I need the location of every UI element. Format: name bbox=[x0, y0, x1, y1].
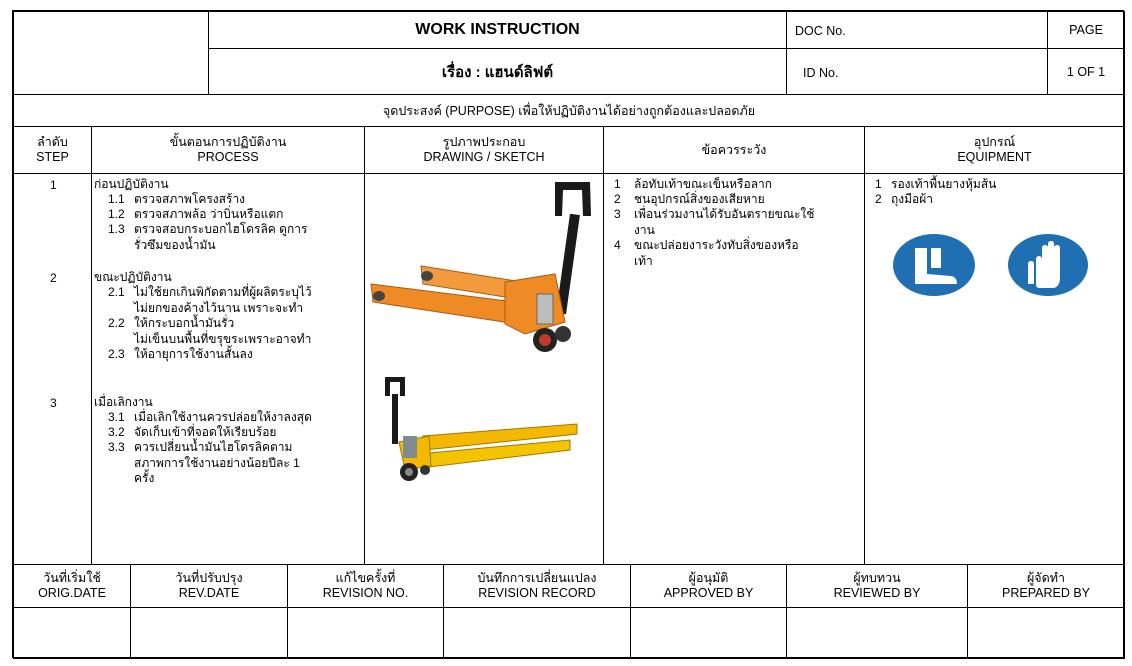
step-3-3-no: 3.3 bbox=[108, 440, 125, 454]
equipment-header-en: EQUIPMENT bbox=[957, 150, 1032, 164]
document-subject: เรื่อง : แฮนด์ลิฟต์ bbox=[208, 48, 787, 95]
caution-4-text: ขณะปล่อยงาระวังทับสิ่งของหรือ เท้า bbox=[634, 238, 799, 268]
process-column bbox=[91, 173, 365, 565]
step-column bbox=[13, 173, 92, 565]
step-2-1-no: 2.1 bbox=[108, 285, 125, 299]
revision-record-cell bbox=[443, 607, 631, 659]
step-2-1-text: ไม่ใช้ยกเกินพิกัดตามที่ผู้ผลิตระบุไว้ ไม่ยกของค้างไว้นาน เพราะจะทำ bbox=[134, 285, 312, 315]
revision-record-th: บันทึกการเปลี่ยนแปลง bbox=[477, 571, 597, 585]
prepared-by-cell bbox=[967, 607, 1125, 659]
caution-1-text: ล้อทับเท้าขณะเข็นหรือลาก bbox=[634, 177, 773, 191]
doc-no-label: DOC No. bbox=[786, 11, 1048, 49]
process-header-en: PROCESS bbox=[197, 150, 259, 164]
approved-by-cell bbox=[630, 607, 787, 659]
caution-header-th: ข้อควรระวัง bbox=[701, 142, 767, 157]
orig-date-th: วันที่เริ่มใช้ bbox=[43, 571, 101, 585]
orig-date-en: ORIG.DATE bbox=[38, 586, 106, 600]
drawing-column bbox=[364, 173, 604, 565]
step-1-title: ก่อนปฏิบัติงาน bbox=[94, 177, 169, 191]
safety-boot-icon bbox=[893, 234, 975, 296]
orange-pallet-jack-image bbox=[371, 182, 591, 352]
pallet-jack-drawings bbox=[365, 174, 603, 564]
equipment-1-no: 1 bbox=[875, 177, 882, 191]
rev-date-cell bbox=[130, 607, 288, 659]
step-1-2-no: 1.2 bbox=[108, 207, 125, 221]
prepared-by-en: PREPARED BY bbox=[1002, 586, 1090, 600]
approved-by-header bbox=[630, 564, 787, 608]
step-3-2-text: จัดเก็บเข้าที่จอดให้เรียบร้อย bbox=[134, 425, 277, 439]
rev-date-header bbox=[130, 564, 288, 608]
step-2-3-no: 2.3 bbox=[108, 347, 125, 361]
step-header-en: STEP bbox=[36, 150, 69, 164]
reviewed-by-en: REVIEWED BY bbox=[833, 586, 921, 600]
equipment-2-no: 2 bbox=[875, 192, 882, 206]
step-2-2-no: 2.2 bbox=[108, 316, 125, 330]
step-1-1-no: 1.1 bbox=[108, 192, 125, 206]
step-header-th: ลำดับ bbox=[37, 135, 68, 149]
drawing-header-th: รูปภาพประกอบ bbox=[442, 135, 526, 149]
drawing-header-en: DRAWING / SKETCH bbox=[423, 150, 545, 164]
approved-by-th: ผู้อนุมัติ bbox=[688, 571, 729, 585]
document-title: WORK INSTRUCTION bbox=[208, 11, 787, 49]
equipment-header-th: อุปกรณ์ bbox=[973, 135, 1016, 149]
drawing-column-header bbox=[364, 126, 604, 174]
rev-date-en: REV.DATE bbox=[178, 586, 240, 600]
step-3-number: 3 bbox=[50, 396, 57, 410]
reviewed-by-th: ผู้ทบทวน bbox=[853, 571, 901, 585]
step-1-3-text: ตรวจสอบกระบอกไฮโดรลิค ดูการ รั่วซึมของน้ำมัน bbox=[134, 222, 308, 252]
revision-no-cell bbox=[287, 607, 444, 659]
step-1-number: 1 bbox=[50, 178, 57, 192]
prepared-by-header bbox=[967, 564, 1125, 608]
step-column-header bbox=[13, 126, 92, 174]
reviewed-by-header bbox=[786, 564, 968, 608]
step-1-2-text: ตรวจสภาพล้อ ว่าบิ่นหรือแตก bbox=[134, 207, 284, 221]
step-2-number: 2 bbox=[50, 271, 57, 285]
equipment-column bbox=[864, 173, 1125, 565]
step-3-title: เมื่อเลิกงาน bbox=[94, 395, 153, 409]
equipment-column-header bbox=[864, 126, 1125, 174]
caution-3-text: เพื่อนร่วมงานได้รับอันตรายขณะใช้ งาน bbox=[634, 207, 815, 237]
step-3-1-text: เมื่อเลิกใช้งานควรปล่อยให้งาลงสุด bbox=[134, 410, 312, 424]
purpose-statement: จุดประสงค์ (PURPOSE) เพื่อให้ปฏิบัติงานได้อย่างถูกต้องและปลอดภัย bbox=[13, 94, 1125, 127]
id-no-label: ID No. bbox=[786, 48, 1048, 95]
process-header-th: ขั้นตอนการปฏิบัติงาน bbox=[169, 135, 287, 149]
caution-1-no: 1 bbox=[614, 177, 621, 191]
revision-no-th: แก้ไขครั้งที่ bbox=[335, 571, 396, 585]
page-value: 1 OF 1 bbox=[1047, 48, 1125, 95]
caution-2-no: 2 bbox=[614, 192, 621, 206]
step-3-1-no: 3.1 bbox=[108, 410, 125, 424]
equipment-1-text: รองเท้าพื้นยางหุ้มส้น bbox=[891, 177, 997, 191]
yellow-pallet-jack-image bbox=[385, 377, 577, 481]
orig-date-header bbox=[13, 564, 131, 608]
prepared-by-th: ผู้จัดทำ bbox=[1026, 571, 1066, 585]
caution-2-text: ชนอุปกรณ์สิ่งของเสียหาย bbox=[634, 192, 765, 206]
step-3-2-no: 3.2 bbox=[108, 425, 125, 439]
step-1-1-text: ตรวจสภาพโครงสร้าง bbox=[134, 192, 246, 206]
approved-by-en: APPROVED BY bbox=[663, 586, 754, 600]
reviewed-by-cell bbox=[786, 607, 968, 659]
work-instruction-sheet bbox=[12, 10, 1124, 658]
step-2-3-text: ให้อายุการใช้งานสั้นลง bbox=[134, 347, 253, 361]
caution-column bbox=[603, 173, 865, 565]
equipment-2-text: ถุงมือผ้า bbox=[891, 192, 934, 206]
caution-3-no: 3 bbox=[614, 207, 621, 221]
caution-4-no: 4 bbox=[614, 238, 621, 252]
safety-glove-icon bbox=[1008, 234, 1088, 296]
step-1-3-no: 1.3 bbox=[108, 222, 125, 236]
process-column-header bbox=[91, 126, 365, 174]
step-2-2-text: ให้กระบอกน้ำมันรั่ว ไม่เข็นบนพื้นที่ขรุขระเพราะอาจทำ bbox=[134, 316, 312, 346]
orig-date-cell bbox=[13, 607, 131, 659]
revision-no-header bbox=[287, 564, 444, 608]
revision-record-en: REVISION RECORD bbox=[478, 586, 596, 600]
page-label: PAGE bbox=[1047, 11, 1125, 49]
rev-date-th: วันที่ปรับปรุง bbox=[175, 571, 243, 585]
logo-area bbox=[13, 11, 209, 95]
revision-no-en: REVISION NO. bbox=[322, 586, 409, 600]
step-2-title: ขณะปฏิบัติงาน bbox=[94, 270, 172, 284]
caution-column-header bbox=[603, 126, 865, 174]
step-3-3-text: ควรเปลี่ยนน้ำมันไฮโดรลิคตาม สภาพการใช้งานอย่างน้อยปีละ 1 ครั้ง bbox=[134, 440, 300, 485]
revision-record-header bbox=[443, 564, 631, 608]
